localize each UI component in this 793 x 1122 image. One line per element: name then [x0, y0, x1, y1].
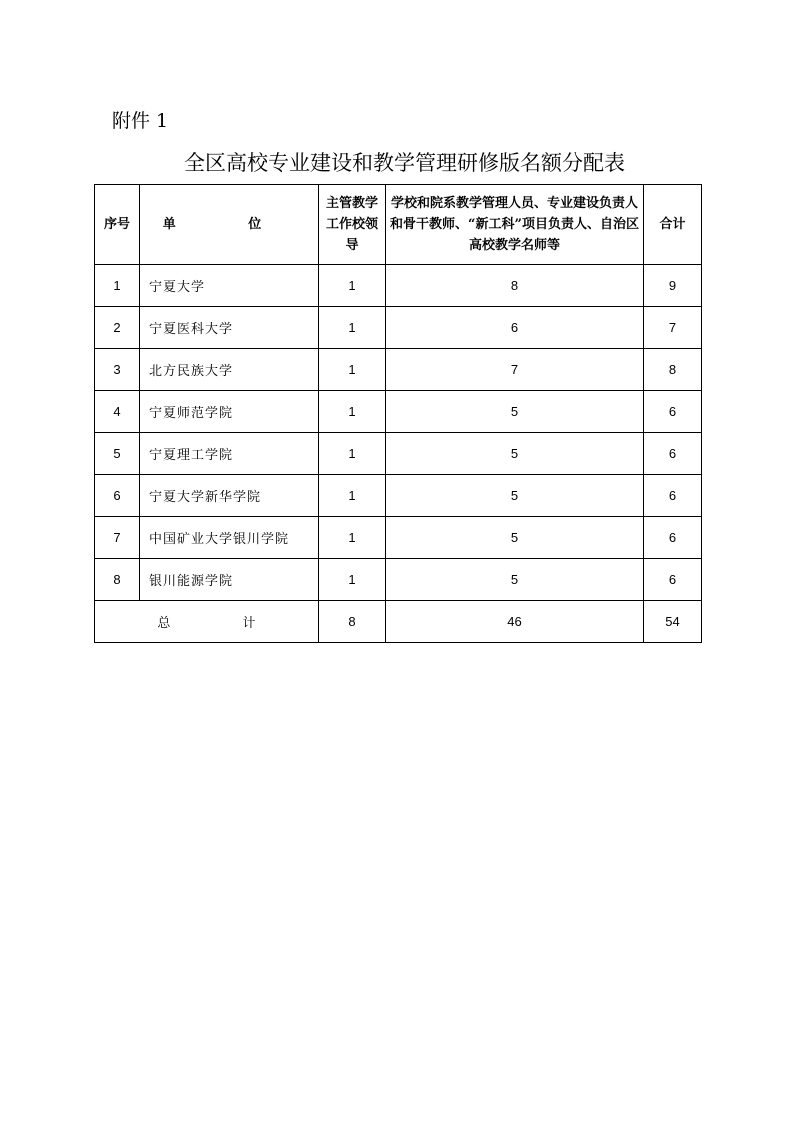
row-total: 6: [644, 517, 702, 559]
attachment-label: 附件 1: [112, 110, 169, 132]
table-summary-row: [95, 601, 702, 643]
table-row: [95, 391, 702, 433]
table-row: [95, 349, 702, 391]
row-staff: 8: [386, 265, 644, 307]
row-total: 7: [644, 307, 702, 349]
row-leader: 1: [319, 475, 386, 517]
row-total: 6: [644, 433, 702, 475]
row-seq: 4: [95, 391, 140, 433]
row-seq: 6: [95, 475, 140, 517]
table-row: [95, 307, 702, 349]
row-unit: 宁夏大学新华学院: [140, 475, 319, 517]
table-row: [95, 517, 702, 559]
row-unit: 宁夏大学: [140, 265, 319, 307]
header-total: 合计: [644, 185, 702, 265]
row-unit: 银川能源学院: [140, 559, 319, 601]
row-staff: 5: [386, 433, 644, 475]
row-seq: 7: [95, 517, 140, 559]
row-staff: 5: [386, 559, 644, 601]
row-seq: 5: [95, 433, 140, 475]
header-unit: [140, 185, 319, 265]
row-staff: 6: [386, 307, 644, 349]
row-unit: 宁夏师范学院: [140, 391, 319, 433]
row-leader: 1: [319, 349, 386, 391]
row-leader: 1: [319, 559, 386, 601]
header-staff: 学校和院系教学管理人员、专业建设负责人和骨干教师、“新工科”项目负责人、自治区高校教学名师等: [386, 185, 644, 265]
row-staff: 7: [386, 349, 644, 391]
row-seq: 1: [95, 265, 140, 307]
row-leader: 1: [319, 307, 386, 349]
table-row: [95, 265, 702, 307]
table-row: [95, 559, 702, 601]
summary-leader: 8: [319, 601, 386, 643]
row-total: 8: [644, 349, 702, 391]
header-leader: 主管教学工作校领导: [319, 185, 386, 265]
row-seq: 3: [95, 349, 140, 391]
summary-label: 总 计: [95, 601, 319, 643]
table-row: [95, 475, 702, 517]
row-total: 9: [644, 265, 702, 307]
row-leader: 1: [319, 517, 386, 559]
row-total: 6: [644, 391, 702, 433]
row-total: 6: [644, 559, 702, 601]
summary-total: 54: [644, 601, 702, 643]
allocation-table: [94, 184, 702, 643]
row-staff: 5: [386, 517, 644, 559]
row-seq: 2: [95, 307, 140, 349]
header-seq: 序号: [95, 185, 140, 265]
table-header-row: [95, 185, 702, 265]
row-unit: 北方民族大学: [140, 349, 319, 391]
row-leader: 1: [319, 265, 386, 307]
summary-staff: 46: [386, 601, 644, 643]
row-staff: 5: [386, 475, 644, 517]
document-title: 全区高校专业建设和教学管理研修版名额分配表: [184, 151, 625, 175]
table-row: [95, 433, 702, 475]
row-seq: 8: [95, 559, 140, 601]
row-leader: 1: [319, 433, 386, 475]
row-leader: 1: [319, 391, 386, 433]
row-unit: 中国矿业大学银川学院: [140, 517, 319, 559]
row-staff: 5: [386, 391, 644, 433]
row-total: 6: [644, 475, 702, 517]
row-unit: 宁夏理工学院: [140, 433, 319, 475]
header-unit-label: 单 位: [162, 217, 296, 232]
row-unit: 宁夏医科大学: [140, 307, 319, 349]
